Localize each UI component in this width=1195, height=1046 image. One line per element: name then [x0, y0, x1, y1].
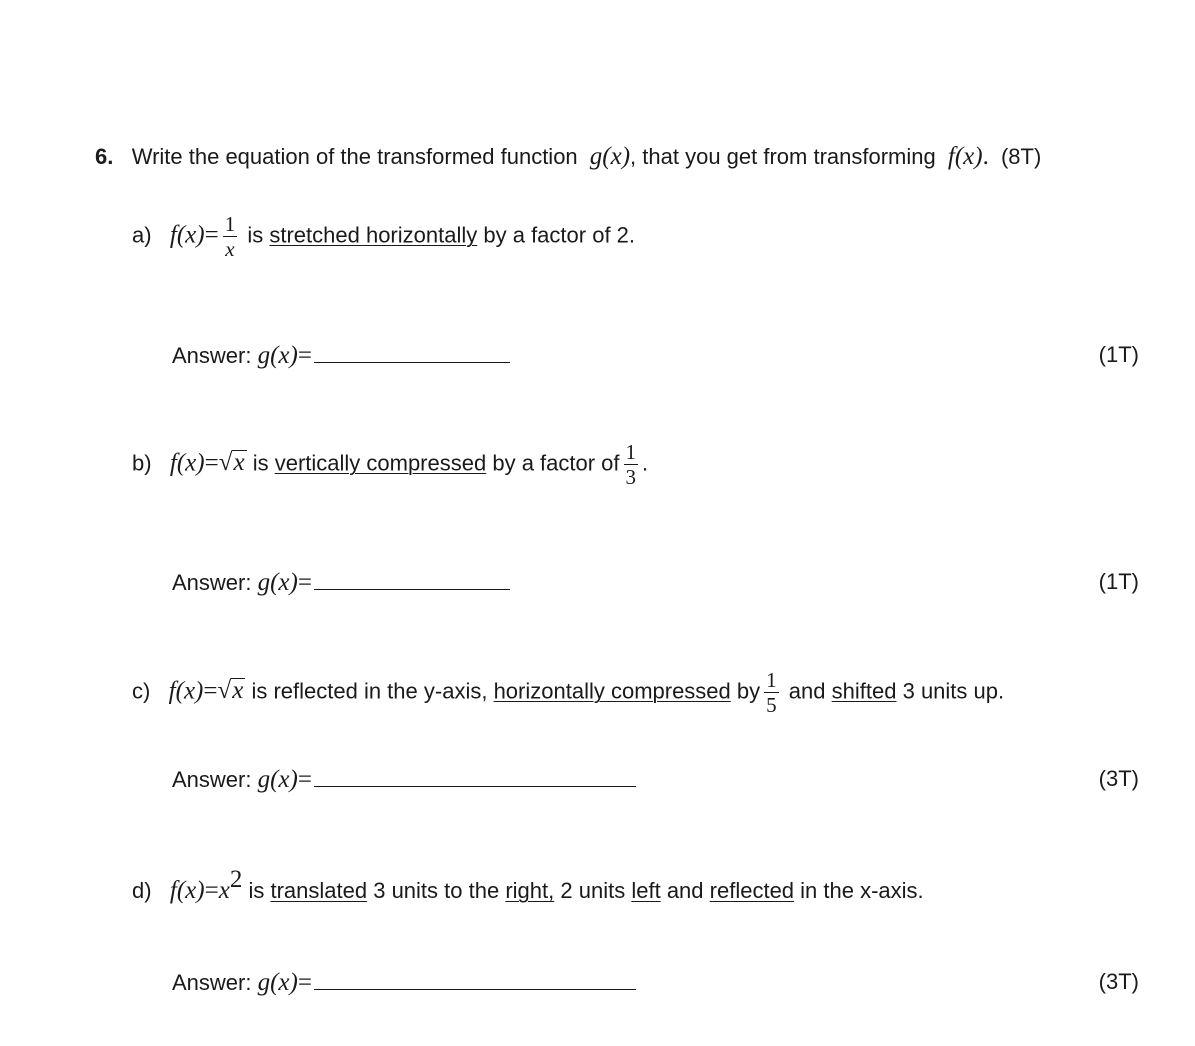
answer-label: Answer: — [172, 970, 252, 995]
part-d-answer: Answer: g(x)= — [172, 967, 636, 997]
part-c-underlined-1: horizontally compressed — [493, 678, 731, 704]
part-a-text-2: by a factor of 2. — [483, 222, 636, 248]
part-c-sqrt: √x — [217, 677, 244, 705]
answer-function: g(x) — [257, 766, 298, 793]
part-b-text-1: is — [252, 450, 269, 476]
part-b-label: b) — [132, 450, 152, 476]
part-a-label: a) — [132, 222, 152, 248]
part-a-answer: Answer: g(x)= — [172, 340, 510, 370]
radicand: x — [232, 677, 244, 705]
fraction-numerator: 1 — [224, 212, 236, 236]
part-b-fraction — [624, 440, 639, 489]
part-d-underlined-4: reflected — [709, 878, 795, 903]
part-b-end: . — [642, 450, 649, 476]
part-c-text-4: 3 units up. — [902, 678, 1005, 704]
part-d-underlined-2: right, — [505, 878, 555, 903]
answer-blank-line[interactable] — [314, 764, 636, 787]
answer-label: Answer: — [172, 343, 252, 368]
part-b-function: f(x) — [169, 449, 205, 477]
part-d-exponent: 2 — [229, 866, 243, 893]
part-c-points: (3T) — [1098, 766, 1139, 791]
answer-function: g(x) — [257, 969, 298, 996]
part-c-label: c) — [132, 678, 151, 704]
f-of-x-math: f(x) — [947, 143, 983, 170]
part-d-text-1: is — [248, 878, 265, 903]
part-b-answer: Answer: g(x)= — [172, 567, 510, 597]
radicand: x — [233, 449, 245, 477]
answer-blank-line[interactable] — [314, 340, 510, 363]
fraction-denominator: x — [225, 237, 235, 261]
part-a-points: (1T) — [1098, 342, 1139, 367]
part-a-underlined-1: stretched horizontally — [269, 222, 478, 248]
answer-label: Answer: — [172, 767, 252, 792]
part-c-statement: c) f(x)=√x is reflected in the y-axis, horizontally compressed by $\frac{1}{5}$ and shifted 3 units up. — [132, 668, 1005, 717]
part-c-fraction — [764, 668, 779, 717]
part-d-function: f(x) — [169, 877, 205, 904]
question-period: . — [982, 143, 989, 170]
part-d-points: (3T) — [1098, 969, 1139, 994]
question-heading — [95, 143, 1041, 171]
part-a-statement: a) f(x)= $\frac{1}{x}$ is stretched horizontally by a factor of 2. — [132, 212, 636, 261]
answer-function: g(x) — [257, 569, 298, 596]
part-a-text-1: is — [247, 222, 264, 248]
part-b-text-2: by a factor of — [492, 450, 620, 476]
part-d-label: d) — [132, 878, 152, 903]
part-d-text-3: 2 units — [560, 878, 626, 903]
fraction-numerator: 1 — [625, 440, 637, 464]
part-b-statement: b) f(x)=√x is vertically compressed by a factor of $\frac{1}{3}$ . — [132, 440, 649, 489]
answer-label: Answer: — [172, 570, 252, 595]
answer-blank-line[interactable] — [314, 567, 510, 590]
g-of-x-math: g(x) — [589, 143, 631, 170]
part-d-statement: d) $f(x)=x^2$ is translated 3 units to the right, 2 units left and reflected in the x-axis. — [132, 866, 924, 904]
question-text-middle: , that you get from transforming — [630, 144, 936, 169]
question-text: Write the equation of the transformed function — [131, 144, 578, 169]
question-points: (8T) — [1000, 144, 1042, 169]
part-a-fraction — [223, 212, 238, 261]
fraction-denominator: 5 — [766, 693, 777, 717]
part-c-underlined-2: shifted — [831, 678, 897, 704]
part-d-underlined-1: translated — [270, 878, 368, 903]
fraction-denominator: 3 — [625, 465, 637, 489]
part-b-points: (1T) — [1098, 569, 1139, 594]
answer-function: g(x) — [257, 342, 298, 369]
answer-blank-line[interactable] — [314, 967, 636, 990]
question-number: 6. — [95, 144, 114, 169]
part-c-text-3: and — [788, 678, 826, 704]
part-b-underlined-1: vertically compressed — [274, 450, 487, 476]
part-b-sqrt: √x — [218, 449, 245, 477]
part-c-function: f(x) — [168, 677, 204, 705]
part-c-text-1: is reflected in the y-axis, — [251, 678, 488, 704]
part-c-text-2: by — [736, 678, 761, 704]
part-d-text-5: in the x-axis. — [800, 878, 924, 903]
fraction-numerator: 1 — [766, 668, 777, 692]
part-d-text-4: and — [666, 878, 704, 903]
part-a-function: f(x) — [169, 221, 205, 249]
part-c-answer: Answer: g(x)= — [172, 764, 636, 794]
part-d-underlined-3: left — [631, 878, 661, 903]
part-d-base: x — [218, 877, 230, 904]
part-d-text-2: 3 units to the — [373, 878, 500, 903]
